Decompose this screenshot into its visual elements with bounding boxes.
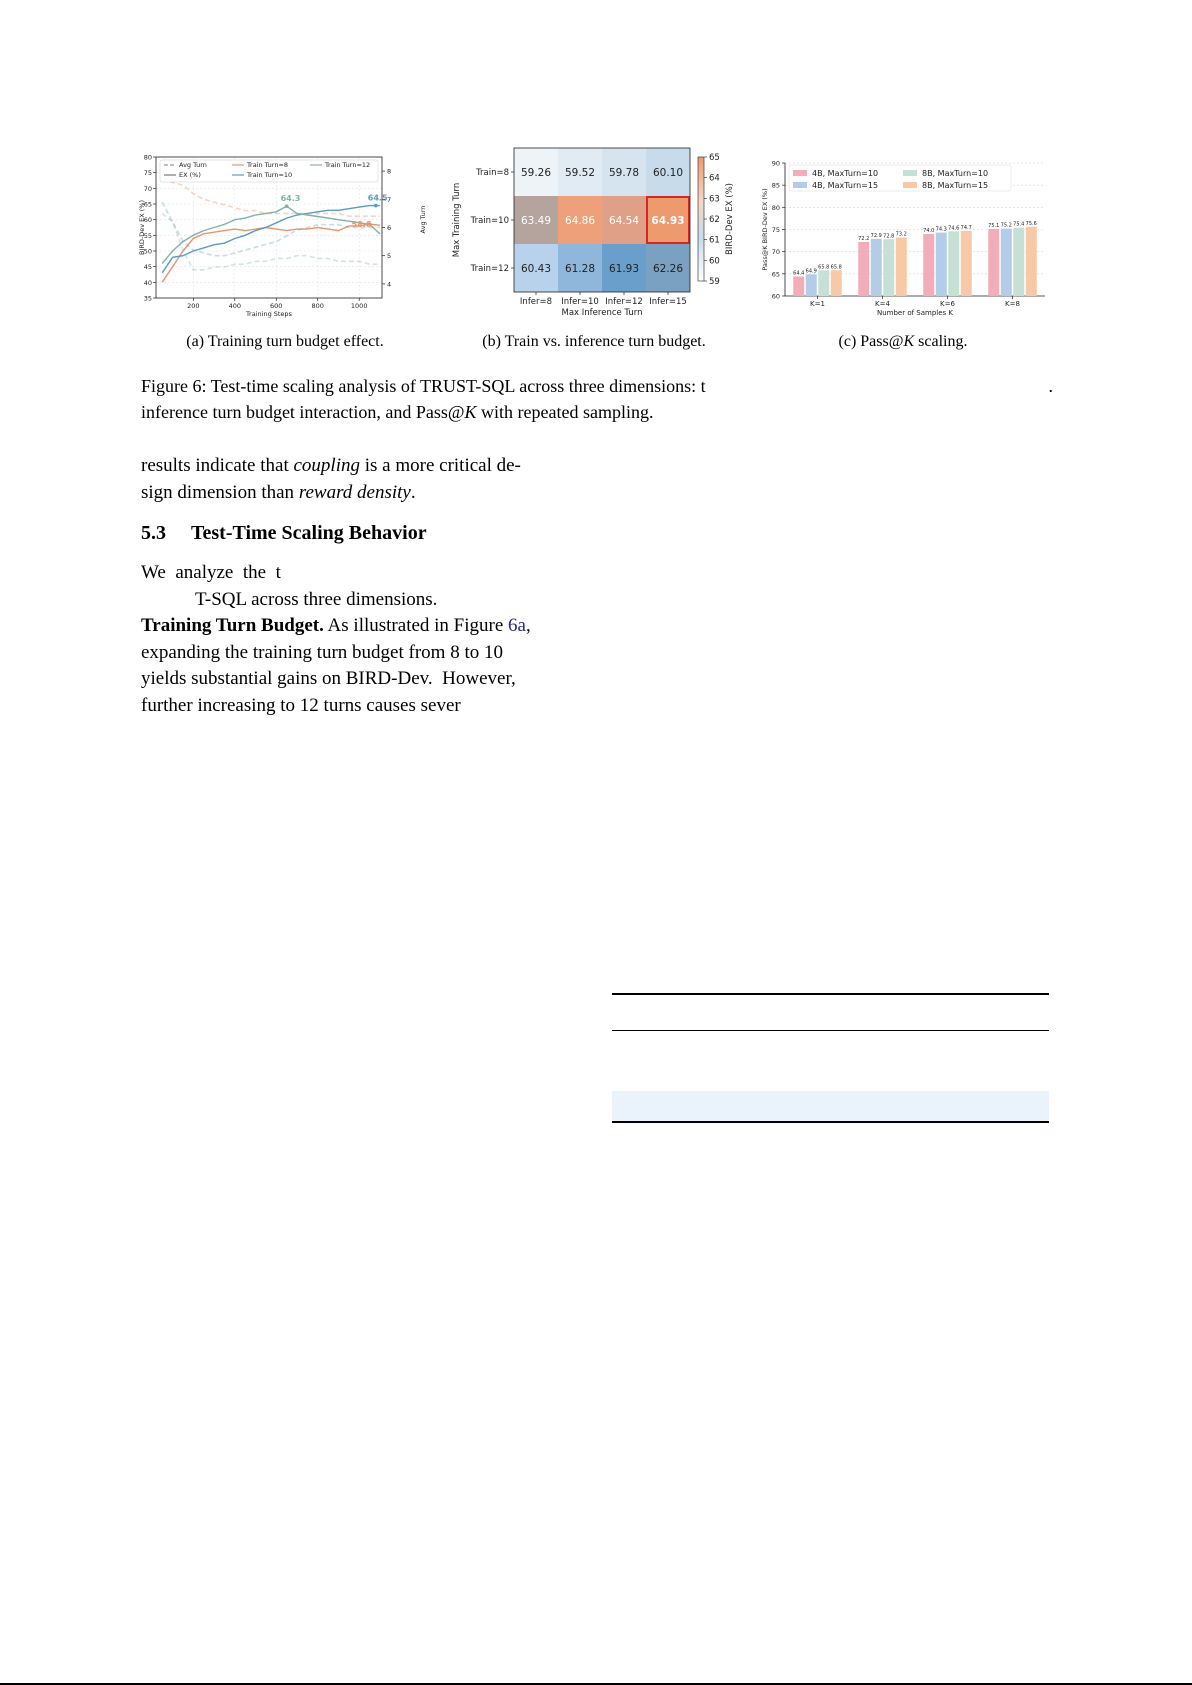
training-turn-paragraph: Training Turn Budget. As illustrated in Figure 6a, expanding the training turn budget from 8 to 10 yields substantial gains on BIRD-Dev. However, further increasing to 12 turns causes sever — [141, 615, 531, 716]
legend-swatch — [793, 182, 807, 188]
table-top-rule — [612, 993, 1049, 995]
series-train-turn-12 — [162, 206, 380, 263]
subcaption-a: (a) Training turn budget effect. — [186, 333, 384, 350]
heatmap-value: 59.26 — [520, 167, 552, 179]
x-tick-label: 200 — [187, 302, 200, 310]
bar — [883, 239, 894, 296]
y2-tick-label: 6 — [387, 224, 392, 232]
bar — [896, 237, 907, 296]
table-bottom-rule — [612, 1121, 1049, 1123]
y-tick-label: 75 — [771, 226, 780, 234]
y-tick-label: 65 — [771, 270, 780, 279]
annotation-marker — [374, 204, 378, 208]
y-tick-label: 40 — [143, 278, 152, 287]
table-mid-rule — [612, 1030, 1049, 1031]
bar — [961, 231, 972, 296]
figure-caption-line1: Figure 6: Test-time scaling analysis of TRUST-SQL across three dimensions: t — [141, 376, 706, 396]
legend-swatch — [793, 170, 807, 176]
y-tick-label: 45 — [143, 263, 152, 272]
colorbar — [698, 157, 704, 281]
bar — [871, 239, 882, 296]
colorbar-label: BIRD-Dev EX (%) — [725, 183, 735, 255]
table-highlight-row — [612, 1091, 1049, 1121]
y-tick-label: 55 — [143, 231, 152, 240]
row-label: Train=12 — [470, 264, 509, 274]
annotation-label: 64.5 — [367, 193, 388, 203]
legend-label: 8B, MaxTurn=15 — [922, 181, 989, 190]
colorbar-tick-label: 59 — [709, 277, 720, 287]
subcaption-b: (b) Train vs. inference turn budget. — [482, 333, 706, 350]
annotation-marker — [285, 204, 289, 208]
series-avg-turn-8 — [162, 180, 380, 217]
x-tick-label: 400 — [228, 302, 241, 310]
heatmap-value: 60.10 — [652, 167, 684, 179]
y-tick-label: 60 — [771, 292, 780, 301]
y2-tick-label: 7 — [387, 195, 392, 204]
x-tick-label: 600 — [270, 302, 283, 310]
y-tick-label: 90 — [771, 159, 780, 168]
col-label: Infer=10 — [561, 297, 599, 307]
y-axis-label: Pass@K BIRD-Dev EX (%) — [761, 188, 769, 271]
legend-label: Train Turn=10 — [247, 171, 293, 179]
x-axis-label: Training Steps — [246, 310, 292, 318]
bar-value-label: 65.8 — [830, 264, 842, 271]
colorbar-tick-label: 63 — [709, 194, 720, 205]
y-tick-label: 80 — [771, 203, 780, 212]
heatmap-value: 64.86 — [564, 215, 596, 227]
heatmap-value: 62.26 — [652, 263, 684, 275]
legend-label: Avg Turn — [179, 161, 207, 169]
y-tick-label: 35 — [143, 294, 152, 303]
series-train-turn-8 — [162, 224, 380, 282]
bar-value-label: 64.4 — [793, 270, 805, 277]
x-tick-label: 1000 — [350, 302, 368, 310]
y-tick-label: 85 — [771, 181, 780, 190]
bar — [988, 229, 999, 296]
bar-value-label: 72.2 — [858, 235, 870, 242]
heatmap-value: 64.93 — [651, 215, 685, 227]
bar — [831, 270, 842, 296]
paragraph-lead: Training Turn Budget. — [141, 615, 324, 636]
row-label: Train=8 — [476, 168, 509, 178]
training-turn-line-chart — [140, 150, 430, 325]
figure-ref-link[interactable]: 6a — [508, 615, 526, 636]
y2-tick-label: 4 — [387, 280, 392, 289]
figure-caption-dot: . — [1048, 376, 1053, 396]
bar-value-label: 64.9 — [805, 268, 817, 275]
y-axis-label: BIRD-Dev EX (%) — [138, 199, 146, 256]
bar — [1013, 228, 1024, 296]
figure-caption — [141, 373, 1051, 425]
bar — [858, 242, 869, 296]
bar-value-label: 73.2 — [895, 231, 907, 238]
y-tick-label: 70 — [771, 248, 780, 257]
bar-value-label: 74.3 — [935, 226, 947, 233]
colorbar-tick-label: 65 — [709, 153, 720, 163]
analysis-paragraph: We analyze the t T-SQL across three dimensions. — [141, 562, 438, 610]
heatmap-value: 61.93 — [608, 263, 640, 275]
colorbar-tick-label: 64 — [709, 173, 720, 184]
heatmap-value: 60.43 — [520, 263, 552, 275]
series-avg-turn-12 — [162, 213, 380, 269]
annotation-label: 64.3 — [280, 194, 301, 204]
legend-label: 8B, MaxTurn=10 — [922, 169, 989, 178]
x-axis-label: Max Inference Turn — [561, 308, 643, 318]
heatmap-value: 61.28 — [564, 263, 596, 275]
bar — [948, 231, 959, 296]
bar-value-label: 75.2 — [1000, 222, 1012, 229]
bar — [806, 274, 817, 296]
y-tick-label: 80 — [143, 153, 152, 162]
figure-caption-line2: inference turn budget interaction, and Pass@K with repeated sampling. — [141, 402, 654, 422]
annotation-label: 58.6 — [351, 220, 372, 230]
turn-budget-heatmap — [450, 140, 735, 325]
row-label: Train=10 — [470, 216, 509, 226]
bar-value-label: 72.9 — [870, 232, 882, 239]
col-label: Infer=8 — [519, 297, 553, 307]
subcaption-c: (c) Pass@K scaling. — [838, 333, 968, 350]
bar — [1026, 227, 1037, 296]
y2-tick-label: 8 — [387, 167, 392, 176]
colorbar-tick-label: 61 — [709, 235, 720, 246]
bar-value-label: 75.4 — [1013, 221, 1025, 228]
bar — [936, 233, 947, 296]
bar-value-label: 75.6 — [1025, 220, 1037, 227]
results-paragraph: results indicate that coupling is a more critical de- sign dimension than reward density. — [141, 455, 521, 503]
bar-value-label: 72.8 — [883, 233, 895, 240]
x-tick-label: K=6 — [940, 300, 955, 308]
legend-swatch — [903, 170, 917, 176]
x-tick-label: 800 — [311, 302, 324, 310]
colorbar-tick-label: 62 — [709, 215, 720, 225]
bar — [793, 276, 804, 296]
bar-value-label: 65.8 — [818, 264, 830, 271]
x-tick-label: K=1 — [810, 300, 825, 308]
legend-label: Train Turn=12 — [325, 161, 371, 169]
section-heading — [141, 522, 427, 545]
col-label: Infer=12 — [605, 297, 643, 307]
y2-tick-label: 5 — [387, 252, 392, 261]
y-tick-label: 75 — [143, 169, 152, 178]
y-tick-label: 50 — [143, 247, 152, 256]
bar-value-label: 74.7 — [960, 224, 972, 231]
legend-label: 4B, MaxTurn=10 — [812, 169, 879, 178]
bar — [923, 234, 934, 296]
legend-swatch — [903, 182, 917, 188]
bar-value-label: 74.6 — [948, 225, 960, 232]
colorbar-tick-label: 60 — [709, 256, 720, 267]
heatmap-value: 59.52 — [564, 167, 596, 179]
col-label: Infer=15 — [649, 297, 687, 307]
y-tick-label: 70 — [143, 184, 152, 193]
y-tick-label: 60 — [143, 216, 152, 225]
bar — [1001, 229, 1012, 296]
bar — [818, 270, 829, 296]
x-axis-label: Number of Samples K — [876, 309, 954, 317]
heatmap-value: 63.49 — [520, 215, 552, 227]
legend-label: EX (%) — [179, 171, 201, 179]
chart-a-legend — [160, 160, 378, 182]
legend-label: 4B, MaxTurn=15 — [812, 181, 879, 190]
x-tick-label: K=4 — [875, 300, 890, 308]
x-tick-label: K=8 — [1005, 300, 1020, 308]
y-tick-label: 65 — [143, 200, 152, 209]
bar-value-label: 75.1 — [988, 223, 1000, 230]
section-number: 5.3 — [141, 522, 166, 544]
legend-label: Train Turn=8 — [247, 161, 289, 169]
section-title: Test-Time Scaling Behavior — [191, 522, 427, 544]
bar-value-label: 74.0 — [923, 227, 935, 234]
chart-c-legend — [789, 165, 1011, 191]
pass-at-k-bar-chart — [755, 155, 1055, 325]
y2-axis-label: Avg Turn — [419, 205, 427, 234]
heatmap-value: 64.54 — [608, 215, 640, 227]
heatmap-value: 59.78 — [608, 167, 640, 179]
y-axis-label: Max Training Turn — [452, 182, 462, 258]
